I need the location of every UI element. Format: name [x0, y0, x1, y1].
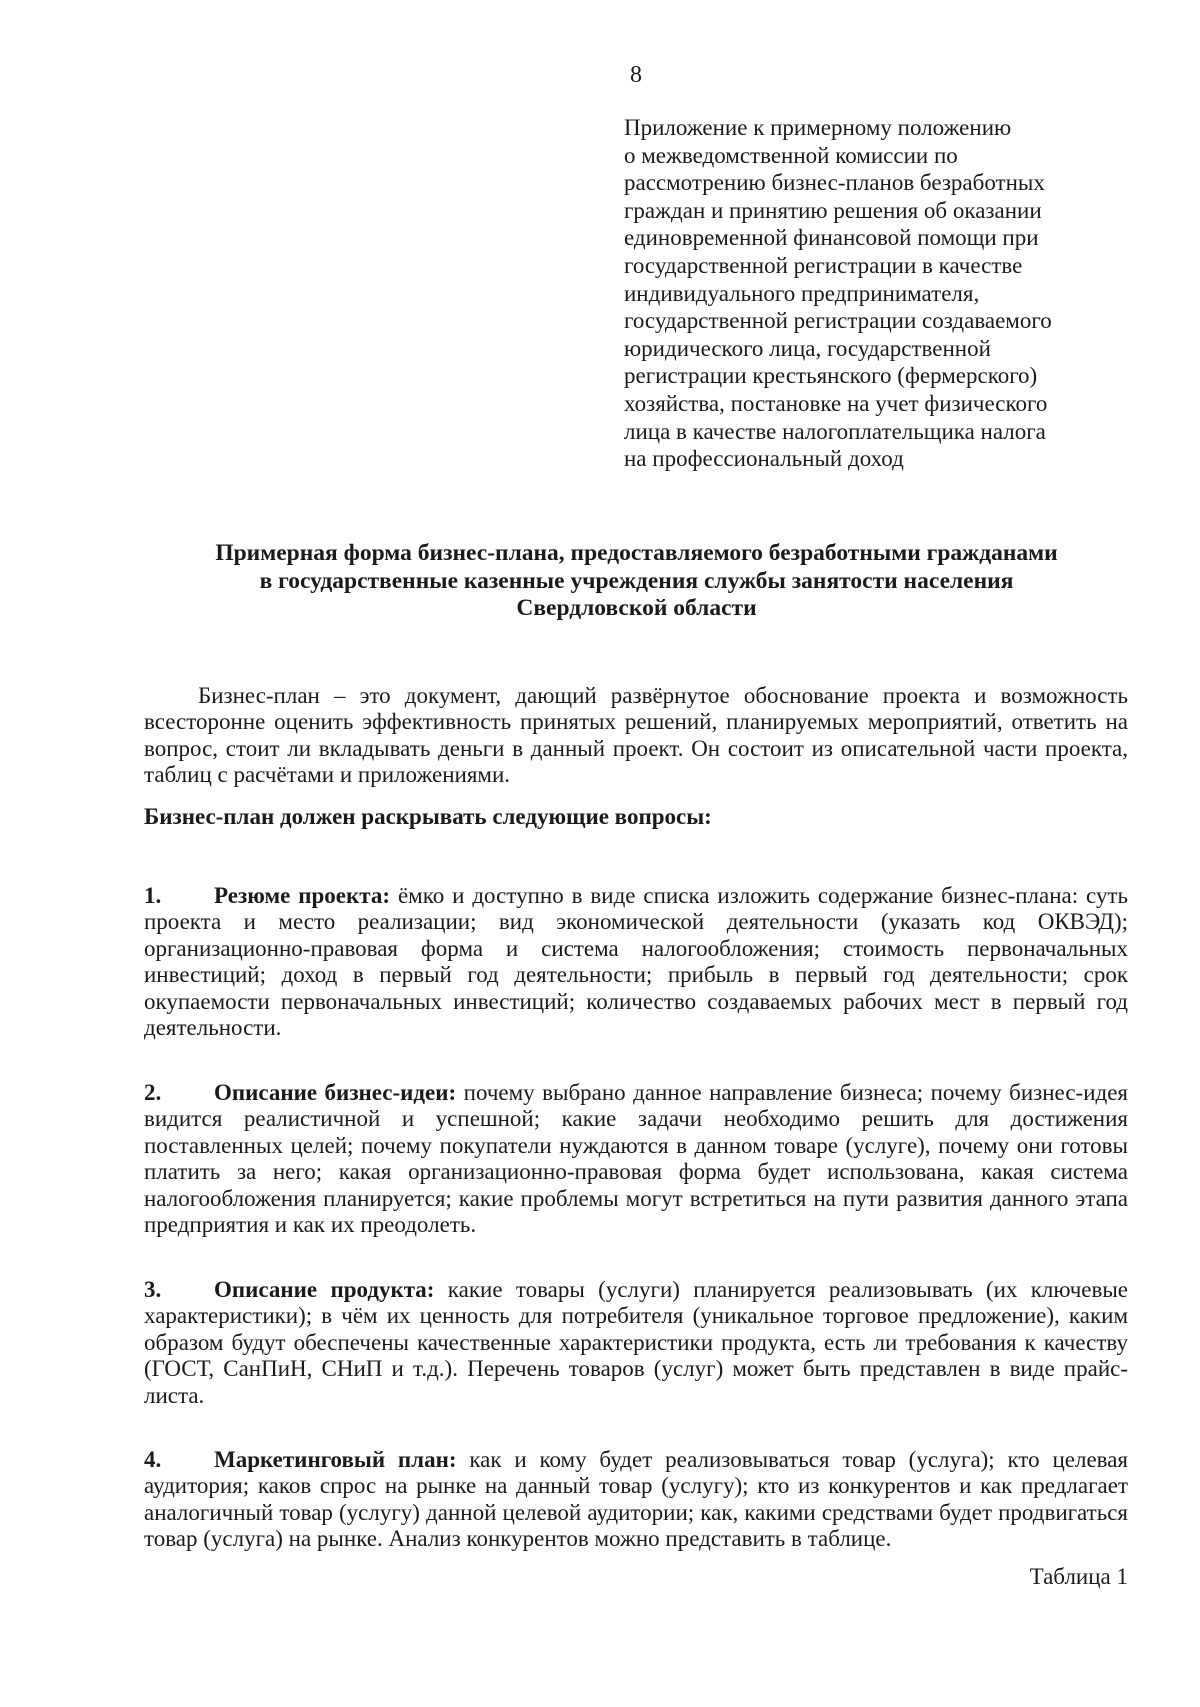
item-number: 1. [144, 883, 162, 908]
page-number: 8 [630, 62, 642, 88]
questions-heading: Бизнес-план должен раскрывать следующие вопросы: [144, 804, 712, 829]
appendix-note-line: Приложение к примерному положению [624, 115, 1012, 140]
title-line: в государственные казенные учреждения службы занятости населения [259, 567, 1014, 594]
item-title: Маркетинговый план: [214, 1447, 457, 1472]
appendix-note-line: государственной регистрации создаваемого [624, 308, 1052, 334]
appendix-note-line: на профессиональный доход [624, 446, 904, 472]
list-item [144, 1447, 1128, 1553]
appendix-note-line: о межведомственной комиссии по [624, 142, 958, 168]
item-number: 2. [144, 1080, 162, 1105]
list-item [144, 1277, 1128, 1409]
appendix-note-line: рассмотрению бизнес-планов безработных [624, 170, 1045, 196]
table-label: Таблица 1 [1029, 1564, 1128, 1589]
item-number: 3. [144, 1277, 162, 1302]
item-text: ёмко и доступно в виде списка изложить содержание бизнес-плана: суть проекта и место реализации; вид экономической деятельности (указать код ОКВЭД); организационно-правовая форма и система налогообложения; стоимость первоначальных инвестиций; доход в первый год деятельности; прибыль в первый год деятельности; срок окупаемости первоначальных инвестиций; количество создаваемых рабочих мест в первый год деятельности. [144, 883, 1128, 1041]
item-text: почему выбрано данное направление бизнеса; почему бизнес-идея видится реалистичной и успешной; какие задачи необходимо решить для достижения поставленных целей; почему покупатели нуждаются в данном товаре (услуге), почему они готовы платить за него; какая организационно-правовая форма будет использована, какая система налогообложения планируется; какие проблемы могут встретиться на пути развития данного этапа предприятия и как их преодолеть. [144, 1080, 1128, 1238]
appendix-note-line: индивидуального предпринимателя, [624, 280, 980, 306]
appendix-note-line: хозяйства, постановке на учет физического [624, 390, 1048, 416]
appendix-note-line: лица в качестве налогоплательщика налога [624, 418, 1046, 444]
list-item [144, 883, 1128, 1041]
title-line: Примерная форма бизнес-плана, предоставляемого безработными гражданами [215, 540, 1058, 566]
document-title [150, 540, 1123, 623]
item-number: 4. [144, 1447, 162, 1472]
item-title: Описание бизнес-идеи: [214, 1080, 457, 1105]
appendix-note-line: единовременной финансовой помощи при [624, 225, 1039, 251]
appendix-note-line: регистрации крестьянского (фермерского) [624, 363, 1038, 389]
appendix-note-line: государственной регистрации в качестве [624, 252, 1023, 278]
item-text: какие товары (услуги) планируется реализовывать (их ключевые характеристики); в чём их ценность для потребителя (уникальное торговое предложение), каким образом будут обеспечены качественные характеристики продукта, есть ли требования к качеству (ГОСТ, СанПиН, СНиП и т.д.). Перечень товаров (услуг) может быть представлен в виде прайс-листа. [144, 1277, 1129, 1408]
item-title: Описание продукта: [214, 1277, 435, 1302]
appendix-note-line: юридического лица, государственной [624, 335, 991, 361]
appendix-note [624, 114, 1124, 473]
list-item [144, 1080, 1128, 1238]
item-title: Резюме проекта: [214, 883, 391, 908]
intro-paragraph: Бизнес-план – это документ, дающий развёрнутое обоснование проекта и возможность всесторонне оценить эффективность принятых решений, планируемых мероприятий, ответить на вопрос, стоит ли вкладывать деньги в данный проект. Он состоит из описательной части проекта, таблиц с расчётами и приложениями. [144, 683, 1128, 788]
appendix-note-line: граждан и принятию решения об оказании [624, 197, 1042, 223]
title-line: Свердловской области [516, 595, 757, 621]
item-text: как и кому будет реализовываться товар (услуга); кто целевая аудитория; каков спрос на рынке на данный товар (услугу); кто из конкурентов и как предлагает аналогичный товар (услугу) данной целевой аудитории; как, какими средствами будет продвигаться товар (услуга) на рынке. Анализ конкурентов можно представить в таблице. [144, 1447, 1129, 1552]
